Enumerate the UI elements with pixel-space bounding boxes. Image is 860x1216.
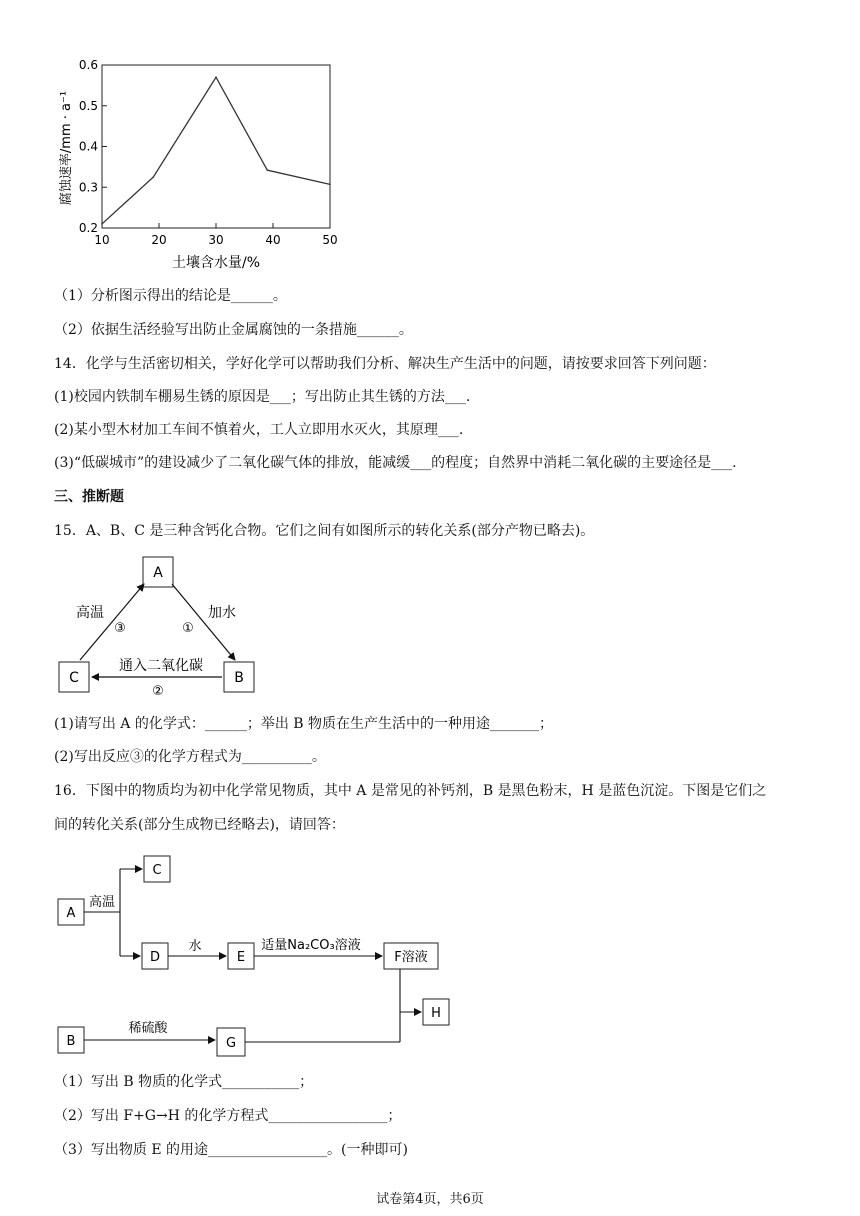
x-tick-label-4: 50 (322, 233, 338, 247)
label-add-co2: 通入二氧化碳 (119, 658, 203, 674)
chart-plot-frame (102, 65, 330, 228)
diagram-16 (50, 850, 470, 1060)
box-g-label: G (225, 1036, 237, 1051)
box-f-label: F溶液 (394, 950, 428, 965)
page-footer: 试卷第4页，共6页 (376, 1192, 484, 1207)
box-a-label: A (153, 565, 163, 581)
question-16-3: （3）写出物质 E 的用途_________________。(一种即可) (54, 1142, 408, 1158)
question-14-3: (3)“低碳城市”的建设减少了二氧化碳气体的排放，能减缓___的程度；自然界中消耗二氧化碳的主要途径是___. (54, 455, 737, 471)
y-axis-label: 腐蚀速率/mm · a⁻¹ (59, 90, 74, 206)
question-15-stem: 15．A、B、C 是三种含钙化合物。它们之间有如图所示的转化关系(部分产物已略去)。 (54, 523, 595, 539)
x-tick-label-0: 10 (94, 233, 110, 247)
label-num-1: ① (182, 621, 194, 636)
question-14-2: (2)某小型木材加工车间不慎着火，工人立即用水灭火，其原理___. (54, 422, 464, 438)
data-point-3 (267, 169, 269, 171)
box-d-label: D (149, 950, 161, 965)
question-15-1: (1)请写出 A 的化学式：______；举出 B 物质在生产生活中的一种用途_______； (54, 716, 554, 732)
data-point-2 (215, 76, 217, 78)
box-b-label: B (234, 670, 244, 686)
x-tick-label-2: 30 (208, 233, 224, 247)
y-tick-label-3: 0.5 (78, 98, 98, 113)
label-dilute-h2so4: 稀硫酸 (128, 1021, 168, 1036)
question-16-1: （1）写出 B 物质的化学式___________； (54, 1074, 314, 1090)
box-a-label: A (66, 906, 76, 921)
box-h-label: H (431, 1006, 441, 1021)
corrosion-chart (50, 50, 350, 280)
label-high-temp: 高温 (88, 895, 116, 910)
data-point-0 (101, 223, 103, 225)
label-num-3: ③ (114, 621, 126, 636)
question-14-1: (1)校园内铁制车棚易生锈的原因是___；写出防止其生锈的方法___. (54, 389, 471, 405)
question-14-stem: 14．化学与生活密切相关，学好化学可以帮助我们分析、解决生产生活中的问题，请按要求回答下列问题： (54, 356, 716, 372)
label-add-water: 加水 (208, 605, 236, 621)
corrosion-rate-line (102, 77, 330, 224)
y-tick-label-0: 0.2 (78, 221, 98, 235)
label-na2co3: 适量Na₂CO₃溶液 (261, 938, 361, 953)
question-15-2: (2)写出反应③的化学方程式为__________。 (54, 749, 326, 765)
y-tick-label-4: 0.6 (78, 58, 98, 72)
question-13-1: （1）分析图示得出的结论是______。 (54, 288, 287, 304)
section-title: 三、推断题 (54, 489, 124, 505)
question-16-2: （2）写出 F+G→H 的化学方程式_________________； (54, 1108, 402, 1124)
x-tick-label-1: 20 (151, 233, 167, 247)
x-axis-label: 土壤含水量/% (171, 255, 261, 271)
data-point-4 (329, 184, 331, 186)
y-axis-ticks (79, 58, 107, 235)
box-e-label: E (236, 950, 246, 965)
question-16-stem-2: 间的转化关系(部分生成物已经略去)，请回答： (54, 817, 345, 833)
data-points (101, 76, 331, 224)
label-water: 水 (188, 939, 202, 954)
y-tick-label-2: 0.4 (78, 139, 98, 154)
label-high-temp: 高温 (76, 605, 104, 621)
box-c-label: C (152, 863, 162, 878)
arrow-c-to-a (80, 584, 144, 660)
diagram-15 (50, 550, 280, 700)
question-13-2: （2）依据生活经验写出防止金属腐蚀的一条措施______。 (54, 322, 413, 338)
x-axis-ticks (94, 223, 337, 247)
box-b-label: B (66, 1034, 76, 1049)
label-num-2: ② (152, 684, 164, 699)
question-16-stem-1: 16．下图中的物质均为初中化学常见物质，其中 A 是常见的补钙剂，B 是黑色粉末，H 是蓝色沉淀。下图是它们之 (54, 783, 767, 799)
x-tick-label-3: 40 (265, 233, 281, 247)
box-c-label: C (69, 670, 79, 686)
data-point-1 (153, 176, 155, 178)
y-tick-label-1: 0.3 (78, 180, 98, 195)
